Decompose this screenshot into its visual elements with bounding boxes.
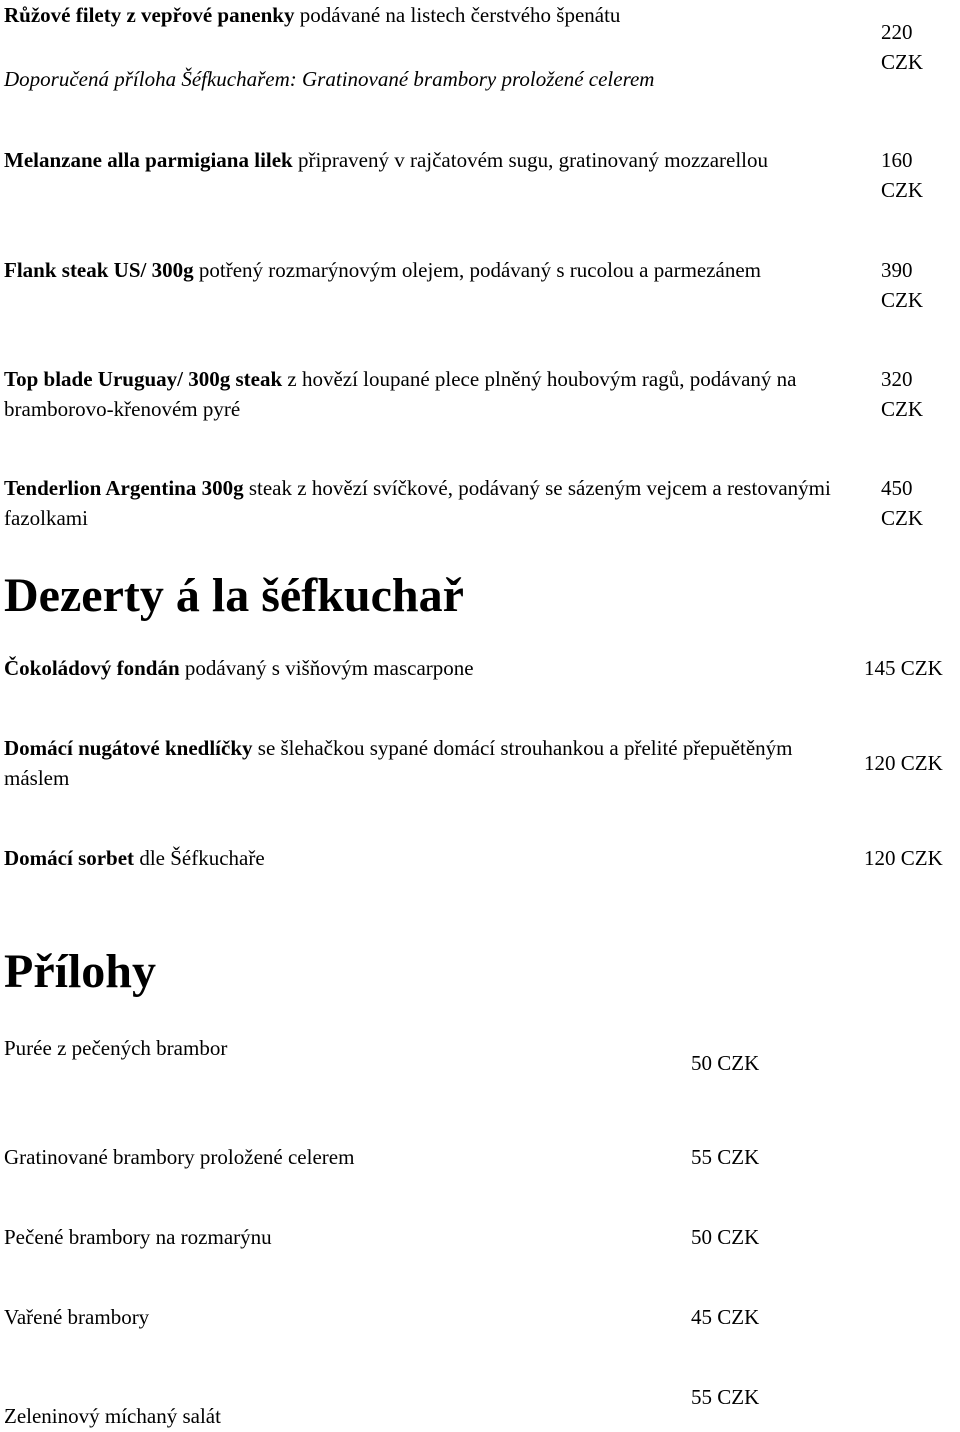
side-item-name: Vařené brambory	[4, 1305, 150, 1329]
price-currency: CZK	[881, 50, 923, 74]
dessert-item-desc: se šlehačkou sypané domácí strouhankou a přelité přepuětěným máslem	[4, 736, 793, 790]
main-item-price	[881, 364, 960, 424]
main-item-desc: potřený rozmarýnovým olejem, podávaný s rucolou a parmezánem	[193, 258, 762, 282]
dessert-item-name: Domácí nugátové knedlíčky	[4, 736, 253, 760]
price-amount: 390	[881, 258, 913, 282]
dessert-item-desc: podávaný s višňovým mascarpone	[179, 656, 474, 680]
dessert-item-price: 145 CZK	[864, 656, 943, 680]
main-item-price	[881, 145, 960, 205]
side-item-name: Purée z pečených brambor	[4, 1036, 228, 1060]
main-item	[4, 473, 876, 533]
main-item	[4, 145, 809, 175]
side-item-price: 55 CZK	[691, 1145, 760, 1169]
dessert-item-desc: dle Šéfkuchaře	[134, 846, 265, 870]
main-item-name: Růžové filety z vepřové panenky	[4, 3, 295, 27]
main-item-desc: podávané na listech čerstvého špenátu	[294, 3, 621, 27]
price-currency: CZK	[881, 397, 923, 421]
main-item-name: Top blade Uruguay/ 300g steak	[4, 367, 283, 391]
main-item-desc: steak z hovězí svíčkové, podávaný se sázeným vejcem a restovanými fazolkami	[4, 476, 831, 530]
main-item-desc: z hovězí loupané plece plněný houbovým ragů, podávaný na bramborovo-křenovém pyré	[4, 367, 797, 421]
price-currency: CZK	[881, 288, 923, 312]
side-item-price: 50 CZK	[691, 1225, 760, 1249]
main-item-price	[881, 473, 960, 533]
price-amount: 160	[881, 148, 913, 172]
main-item-price	[881, 255, 960, 315]
main-item-title	[4, 0, 864, 30]
dessert-item-name: Čokoládový fondán	[4, 656, 180, 680]
price-amount: 450	[881, 476, 913, 500]
section-heading-desserts: Dezerty á la šéfkuchař	[4, 569, 464, 622]
dessert-item	[4, 733, 839, 793]
main-item-desc: připravený v rajčatovém sugu, gratinovaný mozzarellou	[292, 148, 768, 172]
dessert-item-price: 120 CZK	[864, 751, 943, 775]
side-item-price: 45 CZK	[691, 1305, 760, 1329]
price-amount: 220	[881, 20, 913, 44]
side-item-price: 55 CZK	[691, 1385, 760, 1409]
main-item-name: Tenderlion Argentina 300g	[4, 476, 244, 500]
main-item-price	[881, 17, 960, 77]
dessert-item	[4, 653, 474, 683]
main-item-name: Melanzane alla parmigiana lilek	[4, 148, 293, 172]
price-amount: 320	[881, 367, 913, 391]
main-item-name: Flank steak US/ 300g	[4, 258, 194, 282]
section-heading-sides: Přílohy	[4, 945, 156, 998]
main-item	[4, 0, 864, 94]
side-item-name: Gratinované brambory proložené celerem	[4, 1145, 355, 1169]
price-currency: CZK	[881, 178, 923, 202]
price-currency: CZK	[881, 506, 923, 530]
main-item-note: Doporučená příloha Šéfkuchařem: Gratinované brambory proložené celerem	[4, 67, 655, 91]
side-item-name: Zeleninový míchaný salát	[4, 1404, 221, 1428]
dessert-item-name: Domácí sorbet	[4, 846, 135, 870]
dessert-item	[4, 843, 265, 873]
side-item-price: 50 CZK	[691, 1051, 760, 1075]
main-item	[4, 255, 809, 285]
side-item-name: Pečené brambory na rozmarýnu	[4, 1225, 272, 1249]
dessert-item-price: 120 CZK	[864, 846, 943, 870]
main-item	[4, 364, 859, 424]
